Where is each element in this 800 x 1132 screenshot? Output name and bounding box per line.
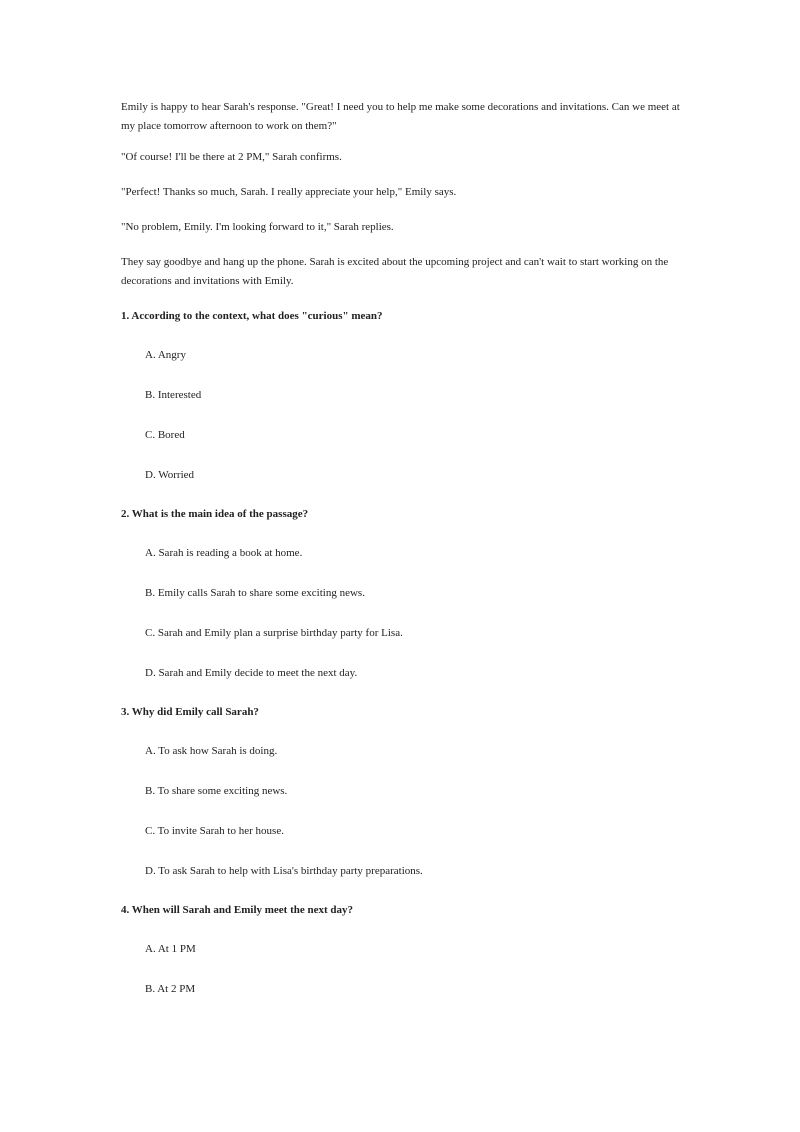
answer-option: A. At 1 PM — [145, 943, 196, 955]
answer-options — [121, 742, 681, 881]
question-text: 3. Why did Emily call Sarah? — [121, 706, 259, 718]
passage-paragraph: "Of course! I'll be there at 2 PM," Sarah confirms. — [121, 151, 342, 163]
answer-option: D. Worried — [145, 469, 195, 481]
question-text: 4. When will Sarah and Emily meet the next day? — [121, 904, 354, 916]
answer-option: B. To share some exciting news. — [145, 785, 288, 797]
answer-options — [121, 544, 681, 683]
question-2 — [121, 505, 681, 683]
answer-option: C. Sarah and Emily plan a surprise birthday party for Lisa. — [145, 627, 403, 639]
answer-option: D. To ask Sarah to help with Lisa's birthday party preparations. — [145, 865, 423, 877]
question-text: 2. What is the main idea of the passage? — [121, 508, 309, 520]
answer-options — [121, 940, 681, 999]
answer-option: A. Sarah is reading a book at home. — [145, 547, 303, 559]
answer-option: B. Interested — [145, 389, 202, 401]
passage-paragraph: "No problem, Emily. I'm looking forward to it," Sarah replies. — [121, 221, 394, 233]
question-3 — [121, 703, 681, 881]
answer-option: A. Angry — [145, 349, 186, 361]
answer-option: A. To ask how Sarah is doing. — [145, 745, 278, 757]
document-page — [121, 98, 681, 1019]
passage — [121, 98, 681, 291]
question-1 — [121, 307, 681, 485]
answer-option: B. At 2 PM — [145, 983, 196, 995]
answer-options — [121, 346, 681, 485]
answer-option: B. Emily calls Sarah to share some exciting news. — [145, 587, 365, 599]
question-4 — [121, 901, 681, 999]
answer-option: C. To invite Sarah to her house. — [145, 825, 284, 837]
answer-option: C. Bored — [145, 429, 185, 441]
passage-paragraph: Emily is happy to hear Sarah's response. "Great! I need you to help me make some decorations and invitations. Can we meet at my place tomorrow afternoon to work on them?" — [121, 101, 680, 132]
passage-paragraph: "Perfect! Thanks so much, Sarah. I really appreciate your help," Emily says. — [121, 186, 457, 198]
question-text: 1. According to the context, what does "curious" mean? — [121, 310, 383, 322]
passage-paragraph: They say goodbye and hang up the phone. Sarah is excited about the upcoming project and can't wait to start working on the decorations and invitations with Emily. — [121, 256, 669, 287]
answer-option: D. Sarah and Emily decide to meet the next day. — [145, 667, 358, 679]
